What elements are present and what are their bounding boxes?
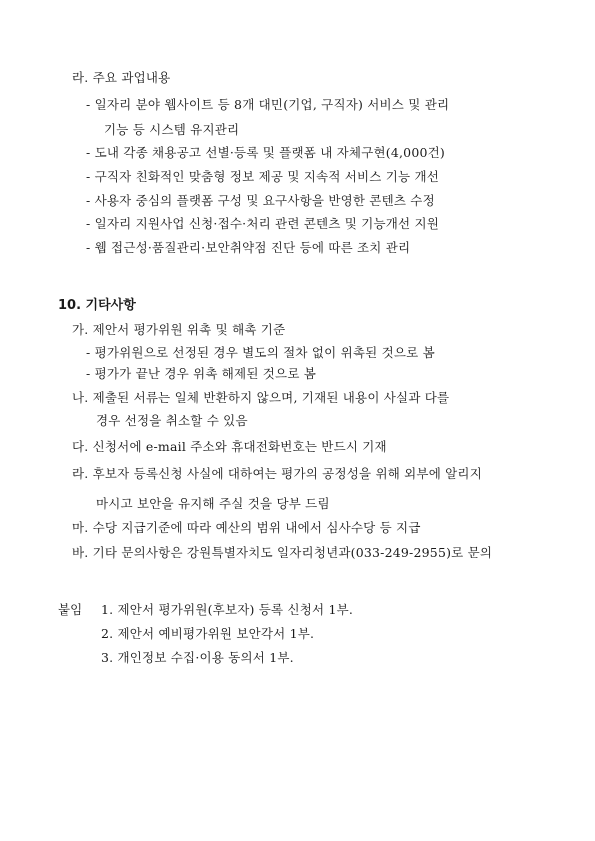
duties-heading: 라. 주요 과업내용 — [72, 70, 171, 85]
duty-item: - 일자리 지원사업 신청·접수·처리 관련 콘텐츠 및 기능개선 지원 — [86, 216, 440, 231]
duty-item-continued: 기능 등 시스템 유지관리 — [104, 122, 240, 137]
duty-item: - 구직자 친화적인 맞춤형 정보 제공 및 지속적 서비스 기능 개선 — [86, 169, 440, 184]
misc-subitem: - 평가위원으로 선정된 경우 별도의 절차 없이 위촉된 것으로 봄 — [86, 345, 435, 360]
misc-item-na: 나. 제출된 서류는 일체 반환하지 않으며, 기재된 내용이 사실과 다를 — [72, 390, 450, 405]
misc-item-ra: 라. 후보자 등록신청 사실에 대하여는 평가의 공정성을 위해 외부에 알리지 — [72, 466, 482, 481]
attachment-item: 2. 제안서 예비평가위원 보안각서 1부. — [101, 626, 315, 641]
misc-item-ga: 가. 제안서 평가위원 위촉 및 해촉 기준 — [72, 322, 286, 337]
duty-item: - 일자리 분야 웹사이트 등 8개 대민(기업, 구직자) 서비스 및 관리 — [86, 97, 450, 112]
duty-item: - 도내 각종 채용공고 선별·등록 및 플랫폼 내 자체구현(4,000건) — [86, 145, 445, 160]
duty-item: - 사용자 중심의 플랫폼 구성 및 요구사항을 반영한 콘텐츠 수정 — [86, 193, 435, 208]
misc-item-ra-continued: 마시고 보안을 유지해 주실 것을 당부 드림 — [96, 496, 330, 511]
attachments-label: 붙임 — [58, 602, 83, 617]
duty-item: - 웹 접근성·품질관리·보안취약점 진단 등에 따른 조치 관리 — [86, 240, 411, 255]
misc-item-da: 다. 신청서에 e-mail 주소와 휴대전화번호는 반드시 기재 — [72, 439, 387, 454]
misc-subitem: - 평가가 끝난 경우 위촉 해제된 것으로 봄 — [86, 366, 317, 381]
section-title: 10. 기타사항 — [58, 298, 136, 313]
misc-item-ma: 마. 수당 지급기준에 따라 예산의 범위 내에서 심사수당 등 지급 — [72, 520, 421, 535]
misc-item-na-continued: 경우 선정을 취소할 수 있음 — [96, 413, 248, 428]
misc-item-ba: 바. 기타 문의사항은 강원특별자치도 일자리청년과(033-249-2955)로 문의 — [72, 545, 493, 560]
attachment-item: 1. 제안서 평가위원(후보자) 등록 신청서 1부. — [101, 602, 354, 617]
attachment-item: 3. 개인정보 수집·이용 동의서 1부. — [101, 650, 294, 665]
